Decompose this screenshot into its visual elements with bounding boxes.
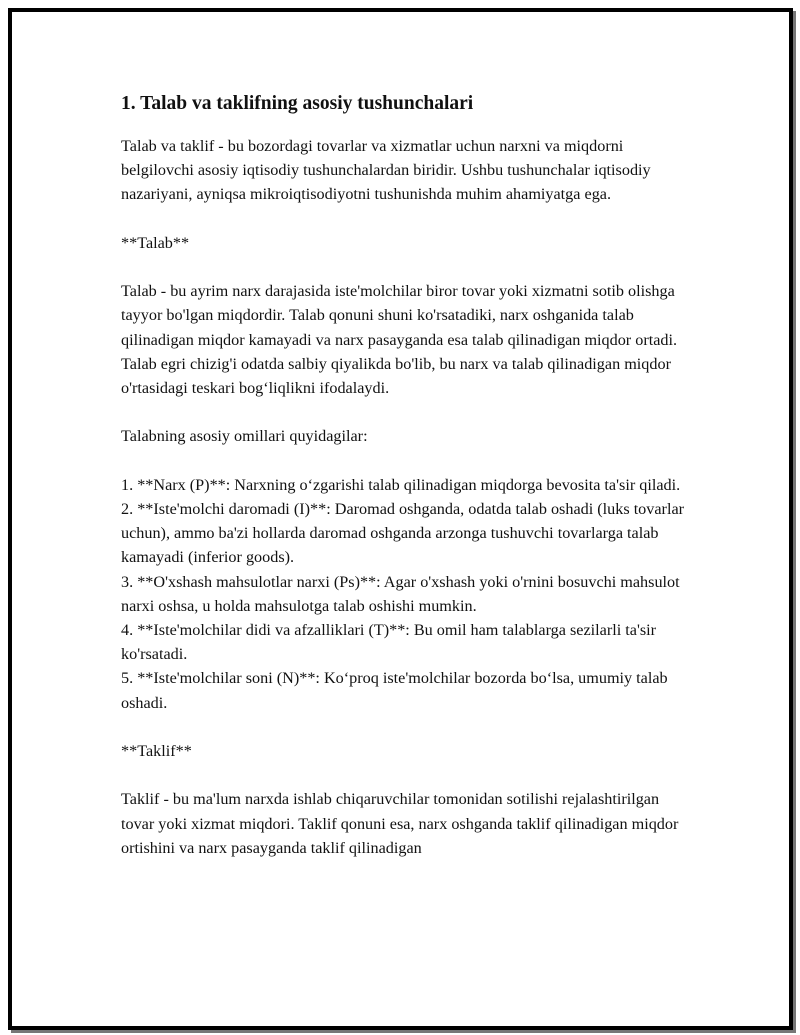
factors-list (121, 473, 691, 715)
list-item: 5. **Iste'molchilar soni (N)**: Koʻproq iste'molchilar bozorda boʻlsa, umumiy talab oshadi. (121, 669, 668, 712)
list-item: 3. **O'xshash mahsulotlar narxi (Ps)**: Agar o'xshash yoki o'rnini bosuvchi mahsulot narxi oshsa, u holda mahsulotga talab oshishi mumkin. (121, 572, 680, 615)
document-content (121, 92, 691, 884)
list-item: 1. **Narx (P)**: Narxning oʻzgarishi talab qilinadigan miqdorga bevosita ta'sir qiladi. (121, 475, 681, 494)
document-page (8, 8, 793, 1030)
factors-intro: Talabning asosiy omillari quyidagilar: (121, 427, 368, 446)
supply-paragraph: Taklif - bu ma'lum narxda ishlab chiqaruvchilar tomonidan sotilishi rejalashtirilgan tovar yoki xizmat miqdori. Taklif qonuni esa, narx oshganda taklif qilinadigan miqdor ortishini va narx pasayganda taklif qilinadigan (121, 790, 679, 857)
demand-paragraph: Talab - bu ayrim narx darajasida iste'molchilar biror tovar yoki xizmatni sotib olishga tayyor bo'lgan miqdordir. Talab qonuni shuni ko'rsatadiki, narx oshganida talab qilinadigan miqdor kamayadi va narx pasayganda esa talab qilinadigan miqdor ortadi. Talab egri chizig'i odatda salbiy qiyalikda bo'lib, bu narx va talab qilinadigan miqdor o'rtasidagi teskari bogʻliqlikni ifodalaydi. (121, 282, 678, 397)
list-item: 4. **Iste'molchilar didi va afzalliklari (T)**: Bu omil ham talablarga sezilarli ta'sir ko'rsatadi. (121, 621, 657, 664)
section-title: 1. Talab va taklifning asosiy tushunchalari (121, 93, 474, 114)
demand-heading: **Talab** (121, 233, 190, 252)
supply-heading: **Taklif** (121, 742, 192, 760)
intro-paragraph: Talab va taklif - bu bozordagi tovarlar va xizmatlar uchun narxni va miqdorni belgilovchi asosiy iqtisodiy tushunchalardan biridir. Ushbu tushunchalar iqtisodiy nazariyani, ayniqsa mikroiqtisodiyotni tushunishda muhim ahamiyatga ega. (121, 137, 651, 204)
list-item: 2. **Iste'molchi daromadi (I)**: Daromad oshganda, odatda talab oshadi (luks tovarlar uchun), ammo ba'zi hollarda daromad oshganda arzonga tushuvchi tovarlarga talab kamayadi (inferior goods). (121, 499, 685, 567)
